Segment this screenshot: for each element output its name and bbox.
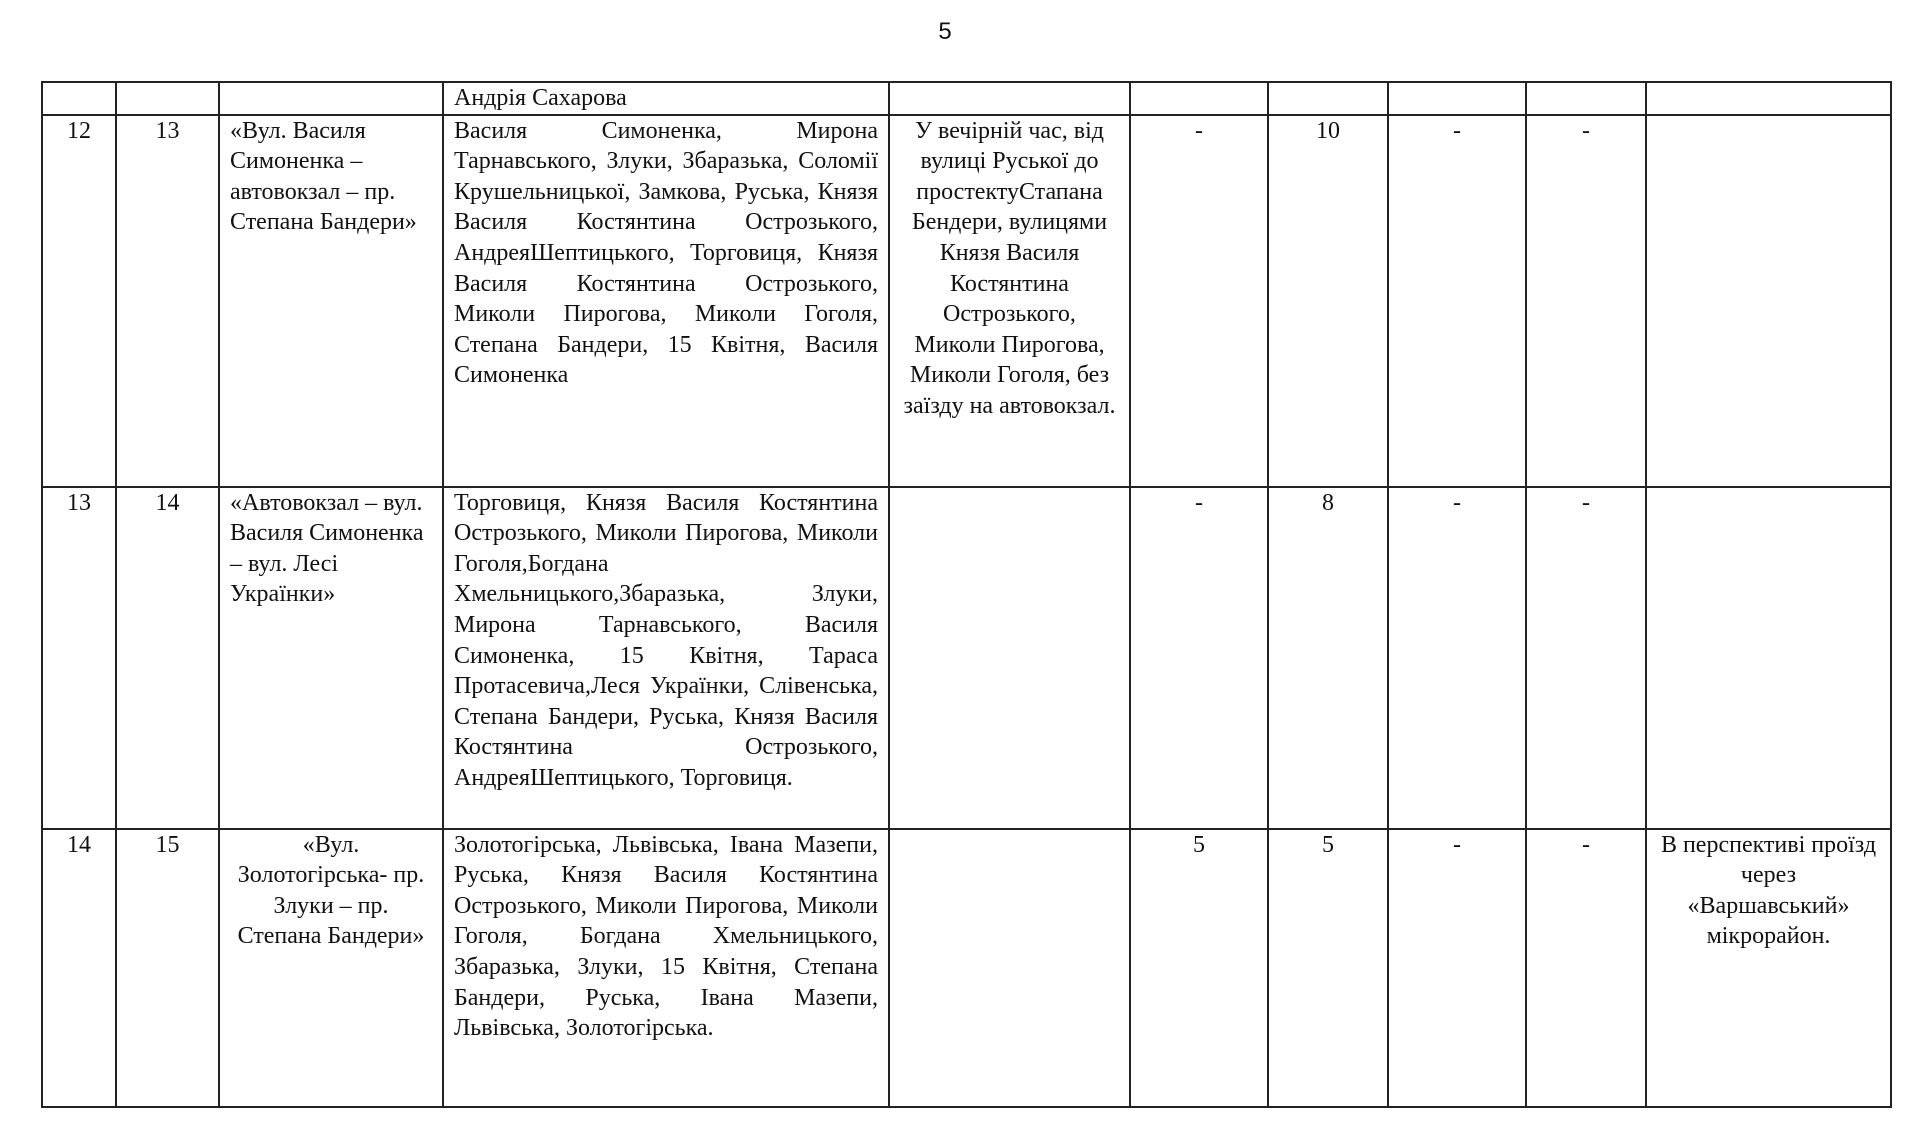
cell-col6: - — [1130, 487, 1268, 829]
cell-remarks: В перспективі проїзд через «Варшавський» мікрорайон. — [1646, 829, 1891, 1107]
cell-schedule-note — [889, 829, 1130, 1107]
cell-route-name — [219, 82, 443, 115]
cell-col8: - — [1388, 829, 1526, 1107]
cell-route-number: 14 — [116, 487, 219, 829]
cell-remarks — [1646, 115, 1891, 487]
cell-route-name: «Вул. Золотогірська- пр. Злуки – пр. Степана Бандери» — [219, 829, 443, 1107]
table-row-continuation — [42, 82, 1891, 115]
cell-route-name: «Вул. Василя Симоненка – автовокзал – пр. Степана Бандери» — [219, 115, 443, 487]
cell-route-number: 15 — [116, 829, 219, 1107]
cell-num — [42, 82, 116, 115]
table-row — [42, 829, 1891, 1107]
cell-col9: - — [1526, 829, 1646, 1107]
cell-num: 13 — [42, 487, 116, 829]
cell-remarks — [1646, 487, 1891, 829]
cell-schedule-note — [889, 82, 1130, 115]
cell-route-number: 13 — [116, 115, 219, 487]
cell-col9 — [1526, 82, 1646, 115]
routes-table — [41, 81, 1892, 1108]
cell-col6: - — [1130, 115, 1268, 487]
cell-num: 14 — [42, 829, 116, 1107]
cell-col7: 5 — [1268, 829, 1388, 1107]
cell-num: 12 — [42, 115, 116, 487]
cell-col9: - — [1526, 487, 1646, 829]
cell-col7 — [1268, 82, 1388, 115]
cell-streets: Андрія Сахарова — [443, 82, 889, 115]
cell-streets: Торговиця, Князя Василя Костянтина Острозького, Миколи Пирогова, Миколи Гоголя,Богдана Хмельницького,Збаразька, Злуки, Мирона Тарнавського, Василя Симоненка, 15 Квітня, Тараса Протасевича,Леся Українки, Слівенська, Степана Бандери, Руська, Князя Василя Костянтина Острозького, АндреяШептицького, Торговиця. — [443, 487, 889, 829]
table-row — [42, 487, 1891, 829]
cell-col8: - — [1388, 115, 1526, 487]
cell-col6: 5 — [1130, 829, 1268, 1107]
cell-streets: Золотогірська, Львівська, Івана Мазепи, Руська, Князя Василя Костянтина Острозького, Миколи Пирогова, Миколи Гоголя, Богдана Хмельницького, Збаразька, Злуки, 15 Квітня, Степана Бандери, Руська, Івана Мазепи, Львівська, Золотогірська. — [443, 829, 889, 1107]
page-number: 5 — [938, 18, 952, 45]
cell-route-number — [116, 82, 219, 115]
cell-streets: Василя Симоненка, Мирона Тарнавського, Злуки, Збаразька, Соломії Крушельницької, Замкова, Руська, Князя Василя Костянтина Острозького, АндреяШептицького, Торговиця, Князя Василя Костянтина Острозького, Миколи Пирогова, Миколи Гоголя, Степана Бандери, 15 Квітня, Василя Симоненка — [443, 115, 889, 487]
cell-col6 — [1130, 82, 1268, 115]
cell-col7: 8 — [1268, 487, 1388, 829]
cell-remarks — [1646, 82, 1891, 115]
cell-col7: 10 — [1268, 115, 1388, 487]
table-row — [42, 115, 1891, 487]
cell-col8 — [1388, 82, 1526, 115]
cell-col9: - — [1526, 115, 1646, 487]
cell-col8: - — [1388, 487, 1526, 829]
cell-schedule-note: У вечірній час, від вулиці Руської до простектуСтапана Бендери, вулицями Князя Василя Костянтина Острозького, Миколи Пирогова, Миколи Гоголя, без заїзду на автовокзал. — [889, 115, 1130, 487]
cell-route-name: «Автовокзал – вул. Василя Симоненка – вул. Лесі Українки» — [219, 487, 443, 829]
cell-schedule-note — [889, 487, 1130, 829]
